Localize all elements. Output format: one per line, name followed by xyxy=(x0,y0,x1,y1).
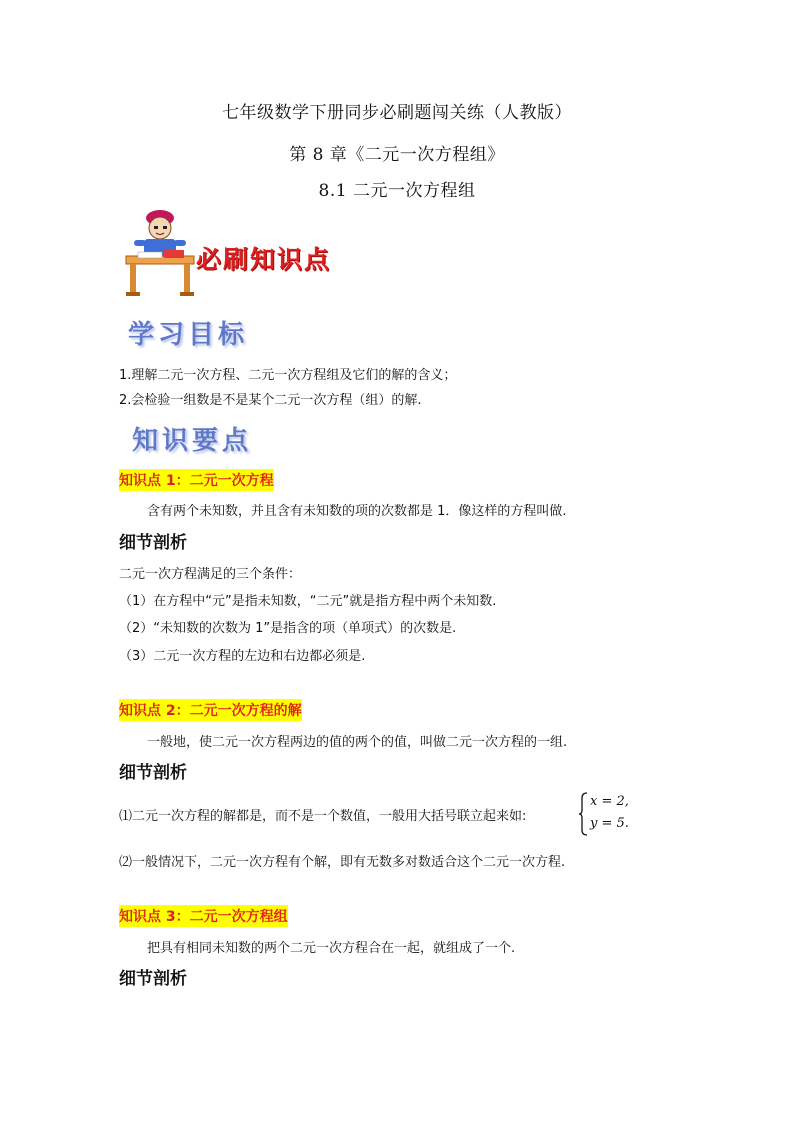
goal-item-2: 2.会检验一组数是不是某个二元一次方程（组）的解. xyxy=(119,393,422,408)
left-brace-icon xyxy=(578,792,588,836)
knowledge-point-2-text: 一般地，使二元一次方程两边的值的两个的值，叫做二元一次方程的一组. xyxy=(147,735,568,750)
knowledge-point-1-text: 含有两个未知数，并且含有未知数的项的次数都是 1．像这样的方程叫做. xyxy=(147,504,567,519)
detail-item-2-1: ⑴二元一次方程的解都是，而不是一个数值，一般用大括号联立起来如: xyxy=(119,809,527,824)
detail-analysis-heading-2: 细节剖析 xyxy=(119,763,187,783)
must-do-knowledge-banner: 必刷知识点 xyxy=(196,245,332,274)
knowledge-points-heading: 知识要点 xyxy=(132,426,253,456)
detail-analysis-heading-3: 细节剖析 xyxy=(119,969,187,989)
knowledge-point-3-label: 知识点 3：二元一次方程组 xyxy=(119,905,288,927)
example-equation-y: y = 5. xyxy=(590,816,629,831)
detail-item-1-1: （1）在方程中“元”是指未知数，“二元”就是指方程中两个未知数. xyxy=(119,594,497,609)
document-title: 七年级数学下册同步必刷题闯关练（人教版） xyxy=(222,103,572,123)
detail-item-1-3: （3）二元一次方程的左边和右边都必须是. xyxy=(119,649,366,664)
goal-item-1: 1.理解二元一次方程、二元一次方程组及它们的解的含义； xyxy=(119,368,457,383)
section-title: 8.1 二元一次方程组 xyxy=(318,181,476,201)
learning-goals-heading: 学习目标 xyxy=(128,320,249,350)
knowledge-point-3-text: 把具有相同未知数的两个二元一次方程合在一起，就组成了一个. xyxy=(147,941,516,956)
solution-example-system xyxy=(578,792,638,836)
detail-analysis-heading-1: 细节剖析 xyxy=(119,533,187,553)
detail-item-1-2: （2）“未知数的次数为 1”是指含的项（单项式）的次数是. xyxy=(119,621,457,636)
chapter-title: 第 8 章《二元一次方程组》 xyxy=(289,145,505,165)
detail-item-2-2: ⑵一般情况下，二元一次方程有个解，即有无数多对数适合这个二元一次方程. xyxy=(119,855,566,870)
detail-intro-1: 二元一次方程满足的三个条件： xyxy=(119,567,302,582)
student-at-desk-icon xyxy=(120,206,200,298)
knowledge-point-2-label: 知识点 2：二元一次方程的解 xyxy=(119,699,302,721)
knowledge-point-1-label: 知识点 1：二元一次方程 xyxy=(119,469,274,491)
example-equation-x: x = 2, xyxy=(590,794,629,809)
